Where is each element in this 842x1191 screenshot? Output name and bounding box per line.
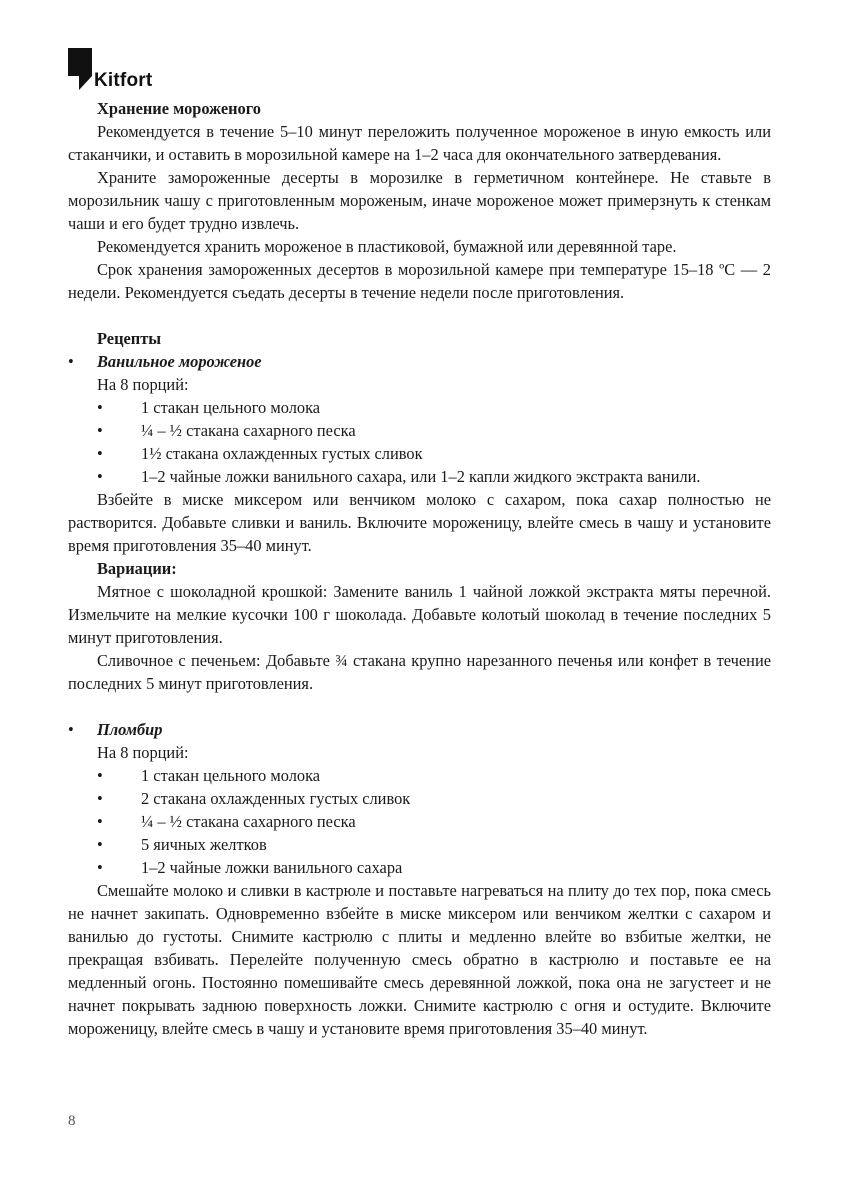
bullet: • (97, 766, 103, 785)
ingredient-text: 1 стакан цельного молока (141, 766, 321, 785)
bullet: • (97, 789, 103, 808)
recipe-title: Пломбир (97, 720, 163, 739)
ingredient-item (68, 764, 771, 787)
recipe-title: Ванильное мороженое (97, 352, 262, 371)
variation-paragraph: Мятное с шоколадной крошкой: Замените ваниль 1 чайной ложкой экстракта мяты перечной. Измельчите на мелкие кусочки 100 г шоколада. Добавьте колотый шоколад в течение последних 5 минут приготовления. (68, 582, 771, 647)
page-content (68, 97, 771, 1040)
ingredient-text: 1–2 чайные ложки ванильного сахара (141, 858, 403, 877)
brand-logo (68, 48, 152, 90)
brand-name: Kitfort (94, 70, 153, 91)
method-paragraph: Смешайте молоко и сливки в кастрюле и поставьте нагреваться на плиту до тех пор, пока смесь не начнет закипать. Одновременно взбейте в миске миксером или венчиком желтки с сахаром и ванилью до густоты. Снимите кастрюлю с плиты и медленно влейте во взбитые желтки, не прекращая взбивать. Перелейте полученную смесь обратно в кастрюлю и поставьте ее на медленный огонь. Постоянно помешивайте смесь деревянной ложкой, пока она не загустеет и не начнет покрывать заднюю поверхность ложки. Снимите кастрюлю с огня и остудите. Включите мороженицу, влейте смесь в чашу и установите время приготовления 35–40 минут. (68, 881, 771, 1038)
ingredient-text: 1 стакан цельного молока (141, 398, 321, 417)
ingredient-text: 5 яичных желтков (141, 835, 267, 854)
ingredient-item (68, 419, 771, 442)
ingredient-text: 1½ стакана охлажденных густых сливок (141, 444, 423, 463)
page-number: 8 (68, 1113, 76, 1129)
bullet: • (97, 835, 103, 854)
bullet: • (68, 352, 74, 371)
recipe-title-row (68, 350, 771, 373)
variation-paragraph: Сливочное с печеньем: Добавьте ¾ стакана крупно нарезанного печенья или конфет в течение последних 5 минут приготовления. (68, 651, 771, 693)
ingredient-item (68, 833, 771, 856)
method-paragraph: Взбейте в миске миксером или венчиком молоко с сахаром, пока сахар полностью не растворится. Добавьте сливки и ваниль. Включите мороженицу, влейте смесь в чашу и установите время приготовления 35–40 минут. (68, 490, 771, 555)
recipe-title-row (68, 718, 771, 741)
storage-heading: Хранение мороженого (97, 99, 261, 118)
storage-paragraph: Храните замороженные десерты в морозилке в герметичном контейнере. Не ставьте в морозильник чашу с приготовленным мороженым, иначе мороженое может примерзнуть к стенкам чаши и его будет трудно извлечь. (68, 168, 771, 233)
storage-paragraph: Рекомендуется в течение 5–10 минут переложить полученное мороженое в иную емкость или стаканчики, и оставить в морозильной камере на 1–2 часа для окончательного затвердевания. (68, 122, 771, 164)
bullet: • (97, 421, 103, 440)
storage-paragraph: Рекомендуется хранить мороженое в пластиковой, бумажной или деревянной таре. (97, 237, 677, 256)
bullet: • (97, 398, 103, 417)
ingredient-text: ¼ – ½ стакана сахарного песка (141, 421, 356, 440)
bullet: • (97, 444, 103, 463)
bullet: • (97, 812, 103, 831)
ingredient-item (68, 396, 771, 419)
servings: На 8 порций: (97, 375, 189, 394)
ingredient-item (68, 810, 771, 833)
ingredient-item (68, 465, 771, 488)
bullet: • (97, 467, 103, 486)
ingredient-item (68, 442, 771, 465)
storage-paragraph: Срок хранения замороженных десертов в морозильной камере при температуре 15–18 ºС — 2 недели. Рекомендуется съедать десерты в течение недели после приготовления. (68, 260, 771, 302)
servings: На 8 порций: (97, 743, 189, 762)
ingredient-item (68, 787, 771, 810)
recipes-heading: Рецепты (97, 329, 162, 348)
ingredient-text: 2 стакана охлажденных густых сливок (141, 789, 411, 808)
variations-heading: Вариации: (97, 559, 177, 578)
ingredient-item (68, 856, 771, 879)
kitfort-logo-icon (68, 48, 92, 90)
bullet: • (68, 720, 74, 739)
bullet: • (97, 858, 103, 877)
ingredient-text: ¼ – ½ стакана сахарного песка (141, 812, 356, 831)
ingredient-text: 1–2 чайные ложки ванильного сахара, или 1–2 капли жидкого экстракта ванили. (141, 467, 701, 486)
